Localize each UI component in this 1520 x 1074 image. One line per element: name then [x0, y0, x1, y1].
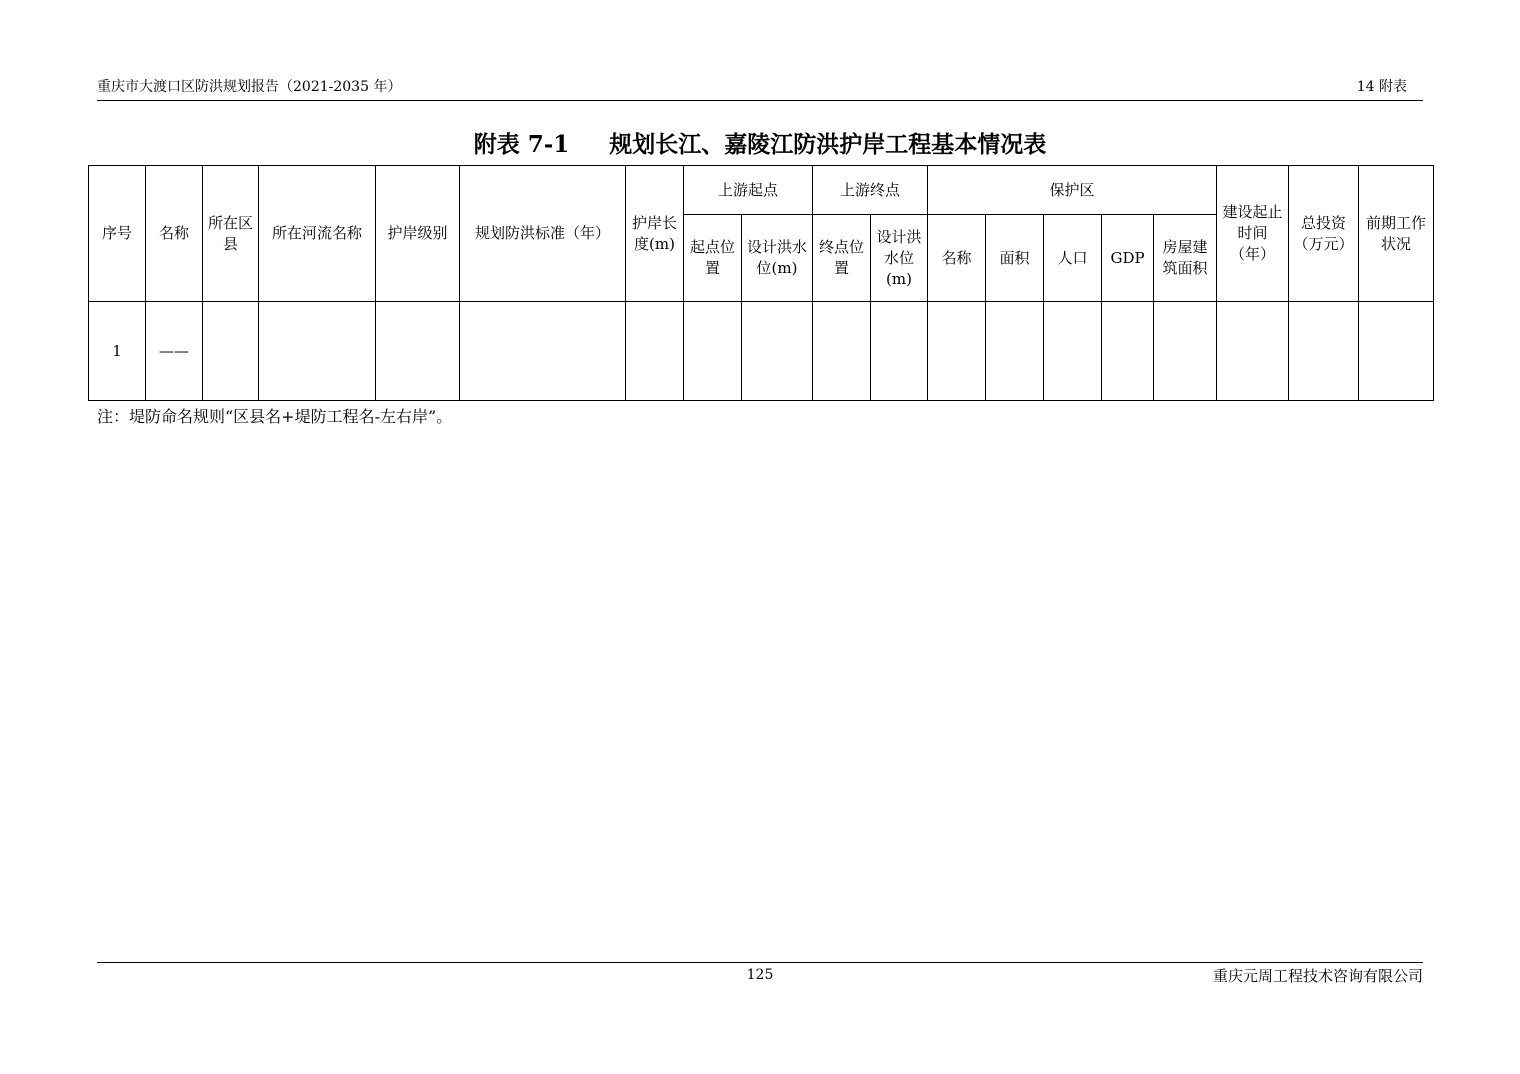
cell-end-flood-level: [871, 302, 928, 401]
header-seq: 序号: [89, 166, 146, 302]
header-level: 护岸级别: [376, 166, 460, 302]
header-protect-gdp: GDP: [1102, 215, 1154, 302]
cell-prework: [1359, 302, 1434, 401]
header-end-position: 终点位置: [813, 215, 871, 302]
table-title: [0, 128, 1520, 162]
cell-end-position: [813, 302, 871, 401]
cell-level: [376, 302, 460, 401]
cell-standard: [460, 302, 626, 401]
cell-protect-building-area: [1154, 302, 1217, 401]
cell-protect-population: [1044, 302, 1102, 401]
header-end-flood-level: 设计洪水位(m): [871, 215, 928, 302]
cell-protect-name: [928, 302, 986, 401]
table-note: 注：堤防命名规则“区县名+堤防工程名-左右岸”。: [97, 407, 453, 426]
header-length: 护岸长度(m): [626, 166, 684, 302]
header-protect-name: 名称: [928, 215, 986, 302]
header-standard: 规划防洪标准（年）: [460, 166, 626, 302]
header-start-position: 起点位置: [684, 215, 742, 302]
cell-protect-gdp: [1102, 302, 1154, 401]
cell-seq: 1: [89, 302, 146, 401]
data-table: [88, 165, 1434, 401]
header-name: 名称: [146, 166, 203, 302]
header-protect-population: 人口: [1044, 215, 1102, 302]
header-protect-building-area: 房屋建筑面积: [1154, 215, 1217, 302]
header-investment: 总投资（万元）: [1289, 166, 1359, 302]
cell-name: ——: [146, 302, 203, 401]
cell-start-flood-level: [742, 302, 813, 401]
table-row: [89, 302, 1434, 401]
page-number: 125: [746, 967, 774, 983]
cell-district: [203, 302, 259, 401]
cell-investment: [1289, 302, 1359, 401]
header-river: 所在河流名称: [259, 166, 376, 302]
header-group-protect: 保护区: [928, 166, 1217, 215]
header-group-start: 上游起点: [684, 166, 813, 215]
running-header: [97, 76, 1423, 101]
header-build-time: 建设起止时间（年）: [1217, 166, 1289, 302]
cell-build-time: [1217, 302, 1289, 401]
header-prework: 前期工作状况: [1359, 166, 1434, 302]
header-start-flood-level: 设计洪水位(m): [742, 215, 813, 302]
footer-divider: [97, 962, 1423, 963]
header-district: 所在区县: [203, 166, 259, 302]
table-number: 附表 7-1: [473, 131, 570, 158]
cell-start-position: [684, 302, 742, 401]
cell-length: [626, 302, 684, 401]
table-caption: 规划长江、嘉陵江防洪护岸工程基本情况表: [609, 131, 1047, 158]
chapter-label: 14 附表: [1356, 79, 1407, 95]
cell-protect-area: [986, 302, 1044, 401]
cell-river: [259, 302, 376, 401]
header-group-end: 上游终点: [813, 166, 928, 215]
report-title: 重庆市大渡口区防洪规划报告（2021-2035 年）: [97, 79, 402, 95]
company-name: 重庆元周工程技术咨询有限公司: [1212, 967, 1423, 985]
header-protect-area: 面积: [986, 215, 1044, 302]
